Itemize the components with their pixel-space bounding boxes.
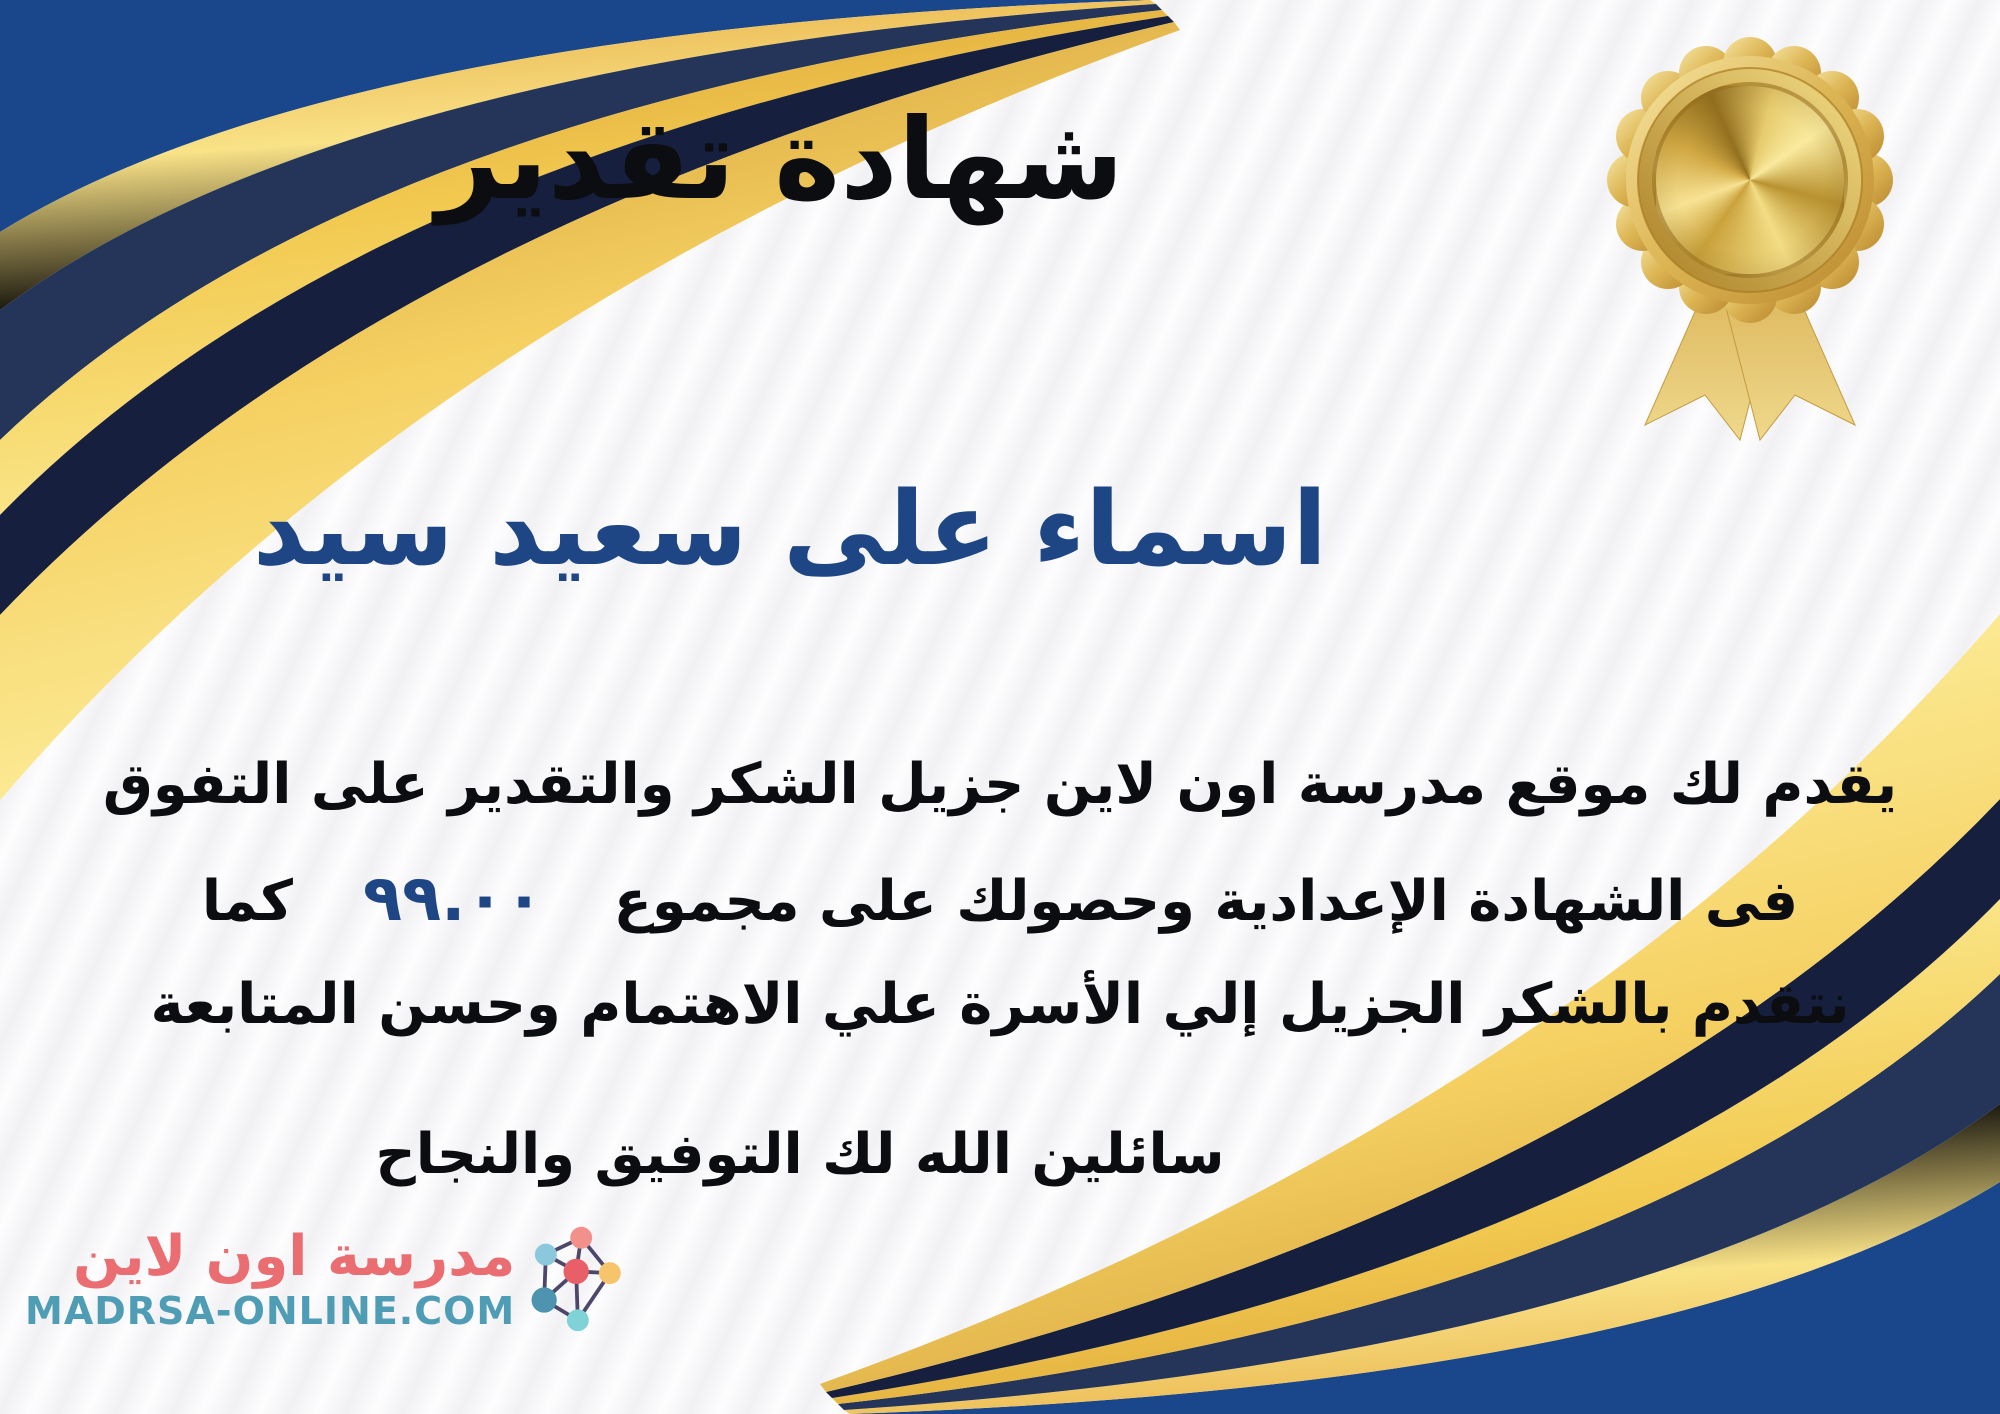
closing-line: سائلين الله لك التوفيق والنجاح — [375, 1122, 1225, 1187]
site-logo-text — [25, 1225, 515, 1333]
body-line-2-text: فى الشهادة الإعدادية وحصولك على مجموع — [613, 869, 1799, 934]
logo-website: MADRSA-ONLINE.COM — [25, 1289, 516, 1334]
site-logo — [25, 1225, 625, 1333]
student-name: اسماء على سعيد سيد — [252, 470, 1328, 589]
body-line-2 — [0, 862, 2000, 936]
body-line-1: يقدم لك موقع مدرسة اون لاين جزيل الشكر والتقدير على التفوق — [102, 752, 1898, 817]
gold-medal — [1600, 20, 1900, 450]
logo-arabic-name: مدرسة اون لاين — [73, 1224, 516, 1289]
body-line-3: نتقدم بالشكر الجزيل إلي الأسرة علي الاهتمام وحسن المتابعة — [150, 972, 1850, 1037]
network-graph-icon — [529, 1225, 625, 1333]
certificate-title: شهادة تقدير — [436, 95, 1124, 225]
body-line-2-suffix: كما — [201, 869, 293, 934]
medal-disc — [1652, 82, 1848, 278]
score-value: ٩٩.٠٠ — [363, 862, 544, 936]
